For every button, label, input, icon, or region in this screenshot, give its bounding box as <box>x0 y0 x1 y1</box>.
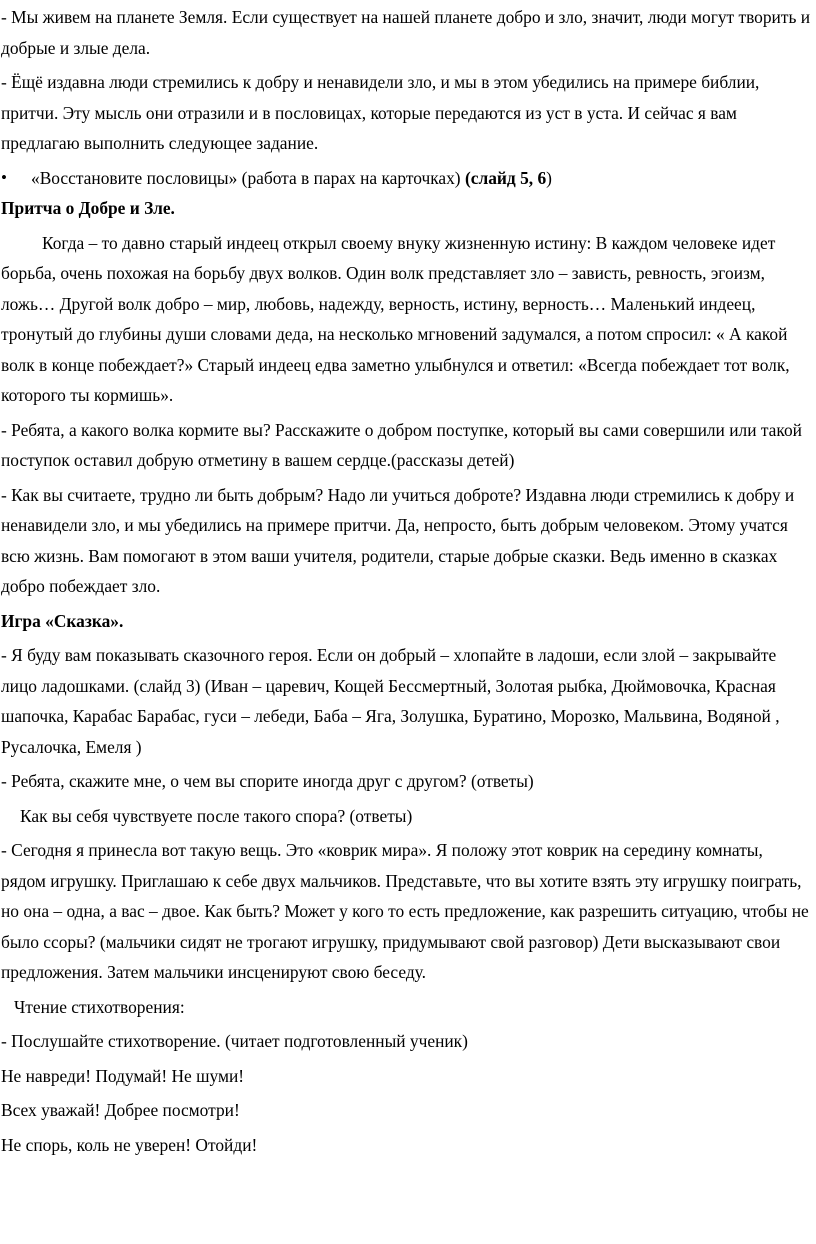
paragraph-bible: - Ёщё издавна люди стремились к добру и ненавидели зло, и мы в этом убедились на примере библии, притчи. Эту мысль они отразили и в пословицах, которые передаются из уст в уста. И сейчас я вам предлагаю выполнить следующее задание. <box>1 72 760 153</box>
bullet-task-text: «Восстановите пословицы» (работа в парах на карточках) <box>31 167 465 188</box>
bullet-text <box>31 163 552 194</box>
paragraph-feelings: Как вы себя чувствуете после такого спора? (ответы) <box>20 805 413 826</box>
paragraph-parable: Когда – то давно старый индеец открыл своему внуку жизненную истину: В каждом человеке идет борьба, очень похожая на борьбу двух волков. Один волк представляет зло – зависть, ревность, эгоизм, ложь… Другой волк добро – мир, любовь, надежду, верность, истину, верность… Маленький индеец, тронутый до глубины души словами деда, на несколько мгновений задумался, а потом спросил: « А какой волк в конце побеждает?» Старый индеец едва заметно улыбнулся и ответил: «Всегда побеждает тот волк, которого ты кормишь». <box>1 232 790 405</box>
paragraph-peace-rug: - Сегодня я принесла вот такую вещь. Это «коврик мира». Я положу этот коврик на середину комнаты, рядом игрушку. Приглашаю к себе двух мальчиков. Представьте, что вы хотите взять эту игрушку поиграть, но она – одна, а вас – двое. Как быть? Может у кого то есть предложение, как разрешить ситуацию, чтобы не было ссоры? (мальчики сидят не трогают игрушку, придумывают свой разговор) Дети высказывают свои предложения. Затем мальчики инсценируют свою беседу. <box>1 840 809 982</box>
paragraph-listen: - Послушайте стихотворение. (читает подготовленный ученик) <box>1 1031 468 1051</box>
bullet-icon: • <box>1 167 7 187</box>
bullet-close-paren: ) <box>546 167 552 188</box>
bullet-slide-ref: (слайд 5, 6 <box>464 167 547 188</box>
heading-game: Игра «Сказка». <box>1 610 124 631</box>
paragraph-kindness: - Как вы считаете, трудно ли быть добрым? Надо ли учиться доброте? Издавна люди стремились к добру и ненавидели зло, и мы убедились на примере притчи. Да, непросто, быть добрым человеком. Этому учатся всю жизнь. Вам помогают в этом ваши учителя, родители, старые добрые сказки. Ведь именно в сказках добро побеждает зло. <box>1 484 795 596</box>
poem-line-2: Всех уважай! Добрее посмотри! <box>1 1100 240 1120</box>
bullet-item-proverbs <box>0 163 816 194</box>
paragraph-arguments: - Ребята, скажите мне, о чем вы спорите иногда друг с другом? (ответы) <box>1 771 534 791</box>
poem-line-1: Не навреди! Подумай! Не шуми! <box>1 1065 245 1086</box>
heading-parable: Притча о Добре и Зле. <box>1 198 175 218</box>
paragraph-game-rules: - Я буду вам показывать сказочного героя. Если он добрый – хлопайте в ладоши, если злой – закрывайте лицо ладошками. (слайд 3) (Иван – царевич, Кощей Бессмертный, Золотая рыбка, Дюймовочка, Красная шапочка, Карабас Барабас, гуси – лебеди, Баба – Яга, Золушка, Буратино, Морозко, Мальвина, Водяной , Русалочка, Емеля ) <box>1 645 780 757</box>
paragraph-intro: - Мы живем на планете Земля. Если существует на нашей планете добро и зло, значит, люди могут творить и добрые и злые дела. <box>1 7 811 58</box>
poem-line-3: Не спорь, коль не уверен! Отойди! <box>1 1134 258 1155</box>
paragraph-which-wolf: - Ребята, а какого волка кормите вы? Расскажите о добром поступке, который вы сами совершили или такой поступок оставил добрую отметину в вашем сердце.(рассказы детей) <box>1 419 802 470</box>
paragraph-poem-title: Чтение стихотворения: <box>14 996 185 1017</box>
